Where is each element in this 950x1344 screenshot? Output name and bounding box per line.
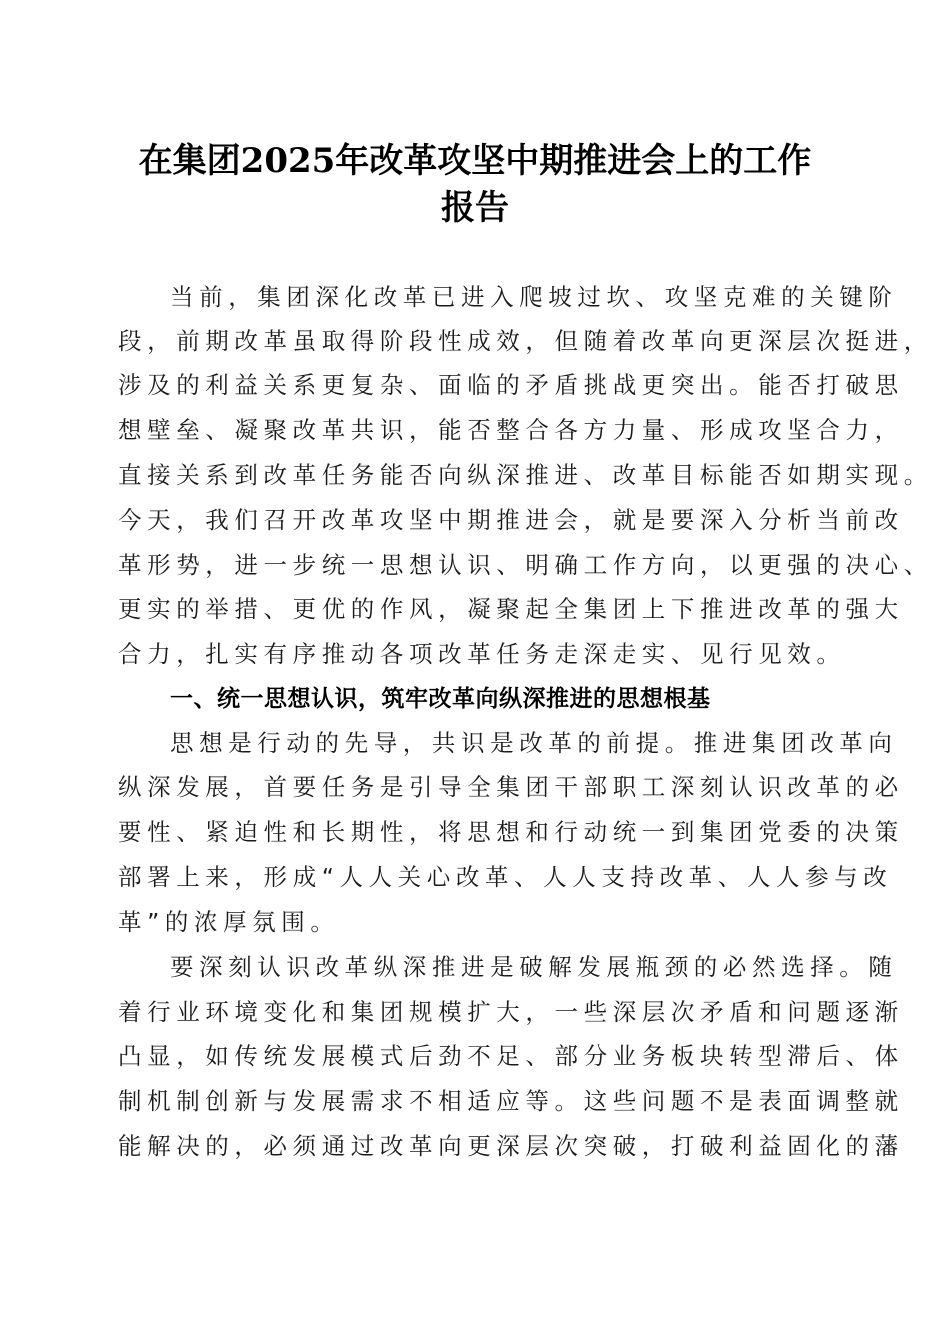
intro-paragraph-line: 直接关系到改革任务能否向纵深推进、改革目标能否如期实现。 <box>118 461 933 489</box>
section1-paragraph1-line: 部署上来，形成“人人关心改革、人人支持改革、人人参与改 <box>118 863 893 891</box>
section1-paragraph2-line: 制机制创新与发展需求不相适应等。这些问题不是表面调整就 <box>118 1087 904 1115</box>
intro-paragraph-line: 段，前期改革虽取得阶段性成效，但随着改革向更深层次挺进， <box>118 327 933 355</box>
intro-paragraph-line: 涉及的利益关系更复杂、面临的矛盾挑战更突出。能否打破思 <box>118 371 904 399</box>
intro-paragraph-line: 今天，我们召开改革攻坚中期推进会，就是要深入分析当前改 <box>118 506 904 534</box>
intro-paragraph-line: 当前，集团深化改革已进入爬坡过坎、攻坚克难的关键阶 <box>170 283 898 311</box>
document-title-line-2: 报告 <box>441 188 509 228</box>
intro-paragraph-line: 更实的举措、更优的作风，凝聚起全集团上下推进改革的强大 <box>118 595 904 623</box>
section1-paragraph1-line: 要性、紧迫性和长期性，将思想和行动统一到集团党委的决策 <box>118 818 904 846</box>
intro-paragraph-line: 合力，扎实有序推动各项改革任务走深走实、见行见效。 <box>118 640 846 668</box>
intro-paragraph-line: 革形势，进一步统一思想认识、明确工作方向，以更强的决心、 <box>118 551 933 579</box>
section1-paragraph1-line: 思想是行动的先导，共识是改革的前提。推进集团改革向 <box>170 729 898 757</box>
section1-paragraph2-line: 能解决的，必须通过改革向更深层次突破，打破利益固化的藩 <box>118 1132 904 1160</box>
section1-paragraph2-line: 要深刻认识改革纵深推进是破解发展瓶颈的必然选择。随 <box>170 953 898 981</box>
section1-paragraph2-line: 着行业环境变化和集团规模扩大，一些深层次矛盾和问题逐渐 <box>118 998 904 1026</box>
section1-paragraph1-line: 纵深发展，首要任务是引导全集团干部职工深刻认识改革的必 <box>118 773 904 801</box>
document-title-line-1: 在集团2025年改革攻坚中期推进会上的工作 <box>138 141 812 181</box>
intro-paragraph-line: 想壁垒、凝聚改革共识，能否整合各方力量、形成攻坚合力， <box>118 416 904 444</box>
section1-paragraph2-line: 凸显，如传统发展模式后劲不足、部分业务板块转型滞后、体 <box>118 1042 904 1070</box>
section1-paragraph1-line: 革”的浓厚氛围。 <box>118 908 340 936</box>
section-heading-1: 一、统一思想认识，筑牢改革向纵深推进的思想根基 <box>170 686 711 712</box>
